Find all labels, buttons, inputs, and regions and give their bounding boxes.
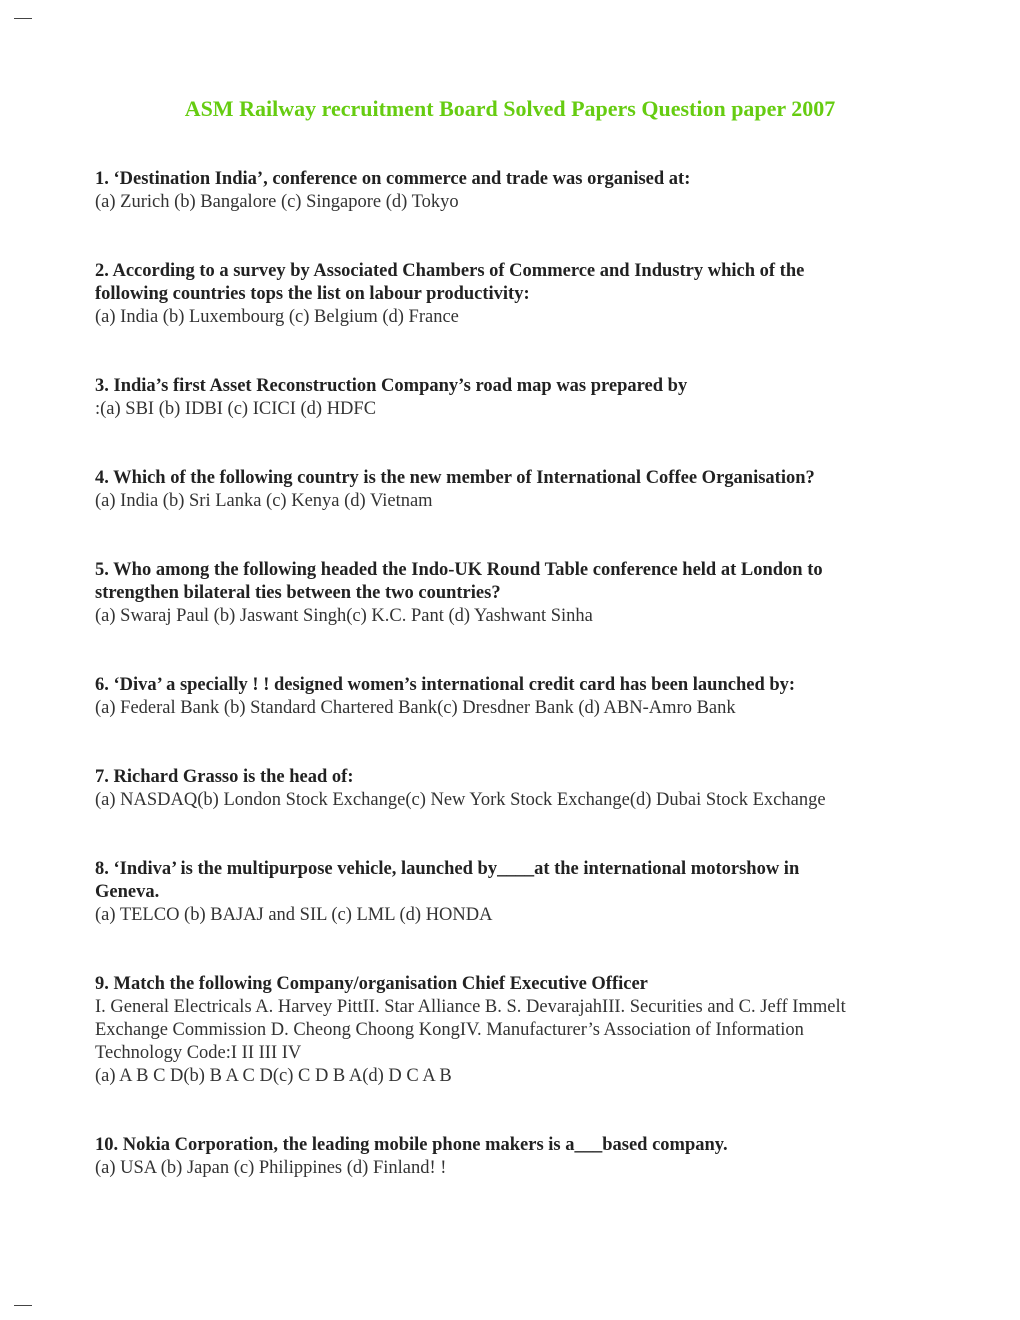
question-text: 5. Who among the following headed the Indo-UK Round Table conference held at London to xyxy=(95,560,823,580)
question-options: Technology Code:I II III IV xyxy=(95,1043,302,1063)
question-text: Geneva. xyxy=(95,882,160,902)
question-options: (a) A B C D(b) B A C D(c) C D B A(d) D C A B xyxy=(95,1066,452,1086)
question-2 xyxy=(95,260,975,329)
question-options: (a) Zurich (b) Bangalore (c) Singapore (d) Tokyo xyxy=(95,192,459,212)
question-options: Exchange Commission D. Cheong Choong KongIV. Manufacturer’s Association of Information xyxy=(95,1020,804,1040)
page-corner-mark-top xyxy=(14,18,32,19)
question-8 xyxy=(95,858,975,927)
question-7 xyxy=(95,766,975,812)
question-text: 4. Which of the following country is the new member of International Coffee Organisation? xyxy=(95,468,815,488)
question-options: (a) Swaraj Paul (b) Jaswant Singh(c) K.C. Pant (d) Yashwant Sinha xyxy=(95,606,593,626)
question-text: following countries tops the list on labour productivity: xyxy=(95,284,530,304)
question-3 xyxy=(95,375,975,421)
question-10 xyxy=(95,1134,975,1180)
question-options: (a) India (b) Sri Lanka (c) Kenya (d) Vietnam xyxy=(95,491,433,511)
question-text: 8. ‘Indiva’ is the multipurpose vehicle, launched by____at the international motorshow in xyxy=(95,859,800,879)
question-text: 3. India’s first Asset Reconstruction Company’s road map was prepared by xyxy=(95,376,688,396)
question-text: 10. Nokia Corporation, the leading mobile phone makers is a___based company. xyxy=(95,1135,728,1155)
question-options: (a) Federal Bank (b) Standard Chartered Bank(c) Dresdner Bank (d) ABN-Amro Bank xyxy=(95,698,736,718)
question-options: (a) USA (b) Japan (c) Philippines (d) Finland! ! xyxy=(95,1158,447,1178)
question-9 xyxy=(95,973,975,1088)
question-options: I. General Electricals A. Harvey PittII. Star Alliance B. S. DevarajahIII. Securities and C. Jeff Immelt xyxy=(95,997,846,1017)
question-options: (a) India (b) Luxembourg (c) Belgium (d) France xyxy=(95,307,459,327)
question-4 xyxy=(95,467,975,513)
question-6 xyxy=(95,674,975,720)
question-options: :(a) SBI (b) IDBI (c) ICICI (d) HDFC xyxy=(95,399,377,419)
question-text: strengthen bilateral ties between the two countries? xyxy=(95,583,501,603)
question-text: 7. Richard Grasso is the head of: xyxy=(95,767,354,787)
question-options: (a) TELCO (b) BAJAJ and SIL (c) LML (d) HONDA xyxy=(95,905,493,925)
question-text: 2. According to a survey by Associated Chambers of Commerce and Industry which of the xyxy=(95,261,805,281)
question-options: (a) NASDAQ(b) London Stock Exchange(c) New York Stock Exchange(d) Dubai Stock Exchange xyxy=(95,790,826,810)
document-title: ASM Railway recruitment Board Solved Papers Question paper 2007 xyxy=(184,96,836,121)
question-text: 6. ‘Diva’ a specially ! ! designed women’s international credit card has been launched by: xyxy=(95,675,796,695)
question-1 xyxy=(95,168,975,214)
page-corner-mark-bottom xyxy=(14,1305,32,1306)
question-text: 1. ‘Destination India’, conference on commerce and trade was organised at: xyxy=(95,169,691,189)
question-text: 9. Match the following Company/organisation Chief Executive Officer xyxy=(95,974,648,994)
question-list xyxy=(95,168,975,1226)
question-5 xyxy=(95,559,975,628)
